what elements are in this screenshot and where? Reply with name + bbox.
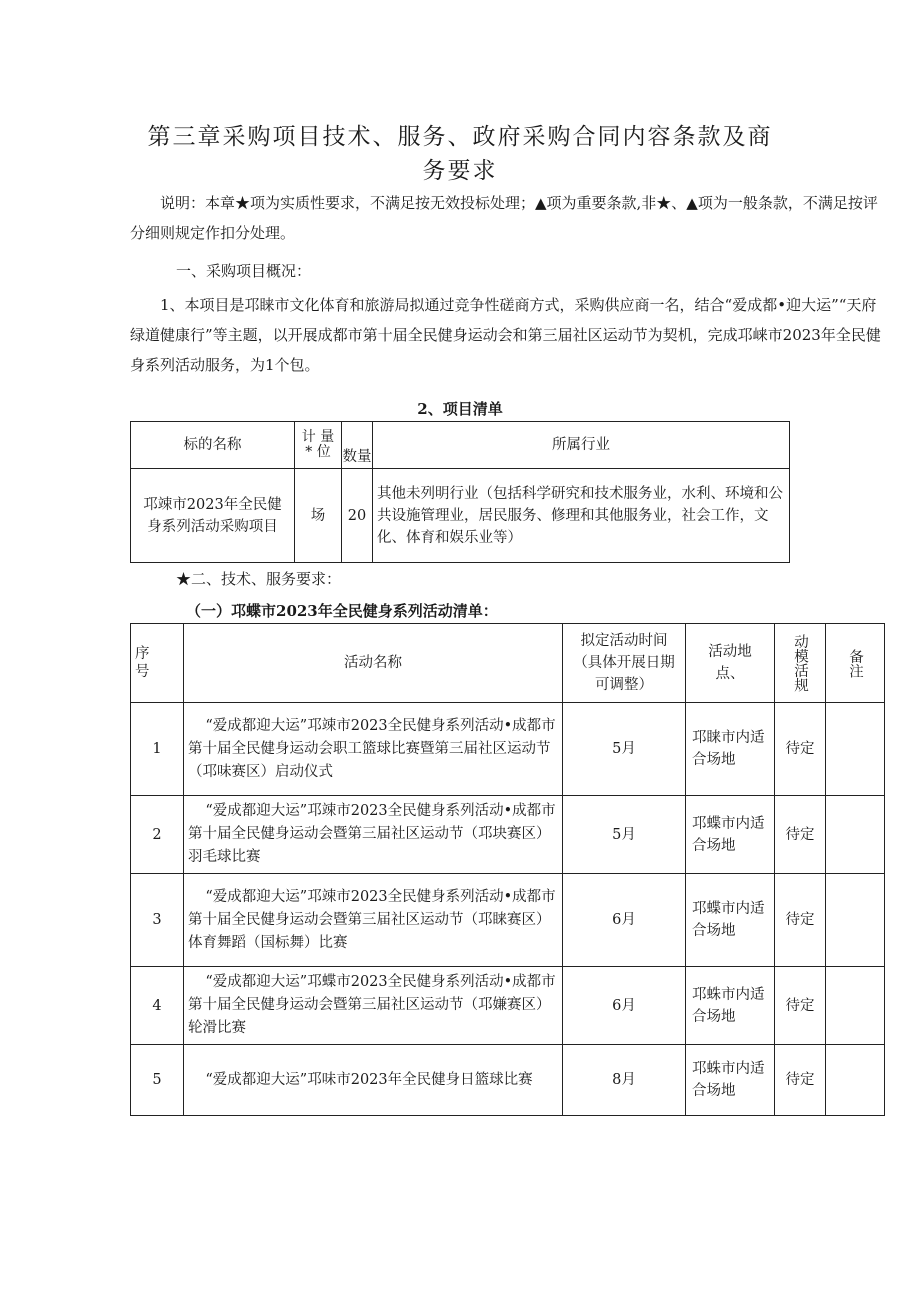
header-unit-b: 量 [320,429,335,445]
table-row [131,703,885,796]
row-seq: 4 [131,967,184,1045]
header-scale [775,624,826,703]
row-time: 6月 [563,967,686,1045]
row-time: 6月 [563,874,686,967]
project-list-title: 2、项目清单 [417,400,503,418]
row-remark [826,796,885,874]
row-activity-name: “爱成都迎大运”邛竦市2023全民健身系列活动•成都市第十届全民健身运动会暨第三届社区运动节（邛睐赛区）体育舞蹈（国标舞）比赛 [184,874,563,967]
row-time: 5月 [563,796,686,874]
row-activity-name: “爱成都迎大运”邛蝶市2023全民健身系列活动•成都市第十届全民健身运动会暨第三届社区运动节（邛嫌赛区）轮滑比赛 [184,967,563,1045]
row-seq: 5 [131,1045,184,1116]
row-remark [826,874,885,967]
project-list-table [130,421,790,563]
subsection-activity-list: （一）邛蝶市2023年全民健身系列活动清单： [186,602,498,620]
table-row [131,1045,885,1116]
row-scale: 待定 [775,967,826,1045]
row-qty: 20 [342,469,373,563]
header-time: 拟定活动时间（具体开展日期可调整） [563,624,686,703]
table-row [131,469,790,563]
section-heading-overview: 一、采购项目概况： [176,262,312,280]
row-place: 邛蛛市内适合场地 [686,967,775,1045]
row-place: 邛蛛市内适合场地 [686,1045,775,1116]
row-scale: 待定 [775,874,826,967]
row-place: 邛蝶市内适合场地 [686,874,775,967]
table-header-row [131,422,790,469]
page-title-line2: 务要求 [422,158,498,184]
header-remark-text: 备注 [847,648,863,678]
header-industry: 所属行业 [373,422,790,469]
header-name: 标的名称 [131,422,295,469]
row-industry: 其他未列明行业（包括科学研究和技术服务业，水利、环境和公共设施管理业，居民服务、修理和其他服务业，社会工作，文化、体育和娱乐业等） [373,469,790,563]
header-place: 活动地点、 [686,624,775,703]
row-name: 邛竦市2023年全民健身系列活动采购项目 [131,469,295,563]
row-activity-name: “爱成都迎大运”邛竦市2023全民健身系列活动•成都市第十届全民健身运动会职工篮球比赛暨第三届社区运动节（邛味赛区）启动仪式 [184,703,563,796]
row-scale: 待定 [775,796,826,874]
row-scale: 待定 [775,703,826,796]
row-seq: 1 [131,703,184,796]
row-time: 5月 [563,703,686,796]
table-row [131,874,885,967]
row-scale: 待定 [775,1045,826,1116]
header-activity-name: 活动名称 [184,624,563,703]
table-header-row [131,624,885,703]
row-seq: 2 [131,796,184,874]
row-remark [826,967,885,1045]
row-remark [826,1045,885,1116]
section-heading-requirements: ★二、技术、服务要求： [176,570,342,588]
overview-paragraph: 1、本项目是邛睐市文化体育和旅游局拟通过竞争性磋商方式，采购供应商一名，结合“爱成都•迎大运”“天府绿道健康行”等主题，以开展成都市第十届全民健身运动会和第三届社区运动节为契机，完成邛崃市2023年全民健身系列活动服务，为1个包。 [130,296,881,374]
row-seq: 3 [131,874,184,967]
header-seq [131,624,184,703]
row-activity-name: “爱成都迎大运”邛味市2023年全民健身日篮球比赛 [184,1045,563,1116]
activity-list-table [130,623,885,1116]
table-row [131,967,885,1045]
chapter-note: 说明：本章★项为实质性要求，不满足按无效投标处理；▲项为重要条款,非★、▲项为一般条款，不满足按评分细则规定作扣分处理。 [130,194,878,242]
header-unit-d: 位 [316,444,331,460]
row-time: 8月 [563,1045,686,1116]
header-scale-text: 动模活规 [792,634,808,692]
header-unit [295,422,342,469]
row-activity-name: “爱成都迎大运”邛竦市2023全民健身系列活动•成都市第十届全民健身运动会暨第三届社区运动节（邛块赛区）羽毛球比赛 [184,796,563,874]
row-place: 邛睐市内适合场地 [686,703,775,796]
header-unit-c: * [305,444,313,460]
row-place: 邛蝶市内适合场地 [686,796,775,874]
page-title-line1: 第三章采购项目技术、服务、政府采购合同内容条款及商 [147,124,773,150]
header-unit-a: 计 [301,429,316,445]
row-remark [826,703,885,796]
table-row [131,796,885,874]
header-remark [826,624,885,703]
header-qty: 数量 [342,422,373,469]
header-seq-text: 序号 [135,646,150,680]
row-unit: 场 [295,469,342,563]
